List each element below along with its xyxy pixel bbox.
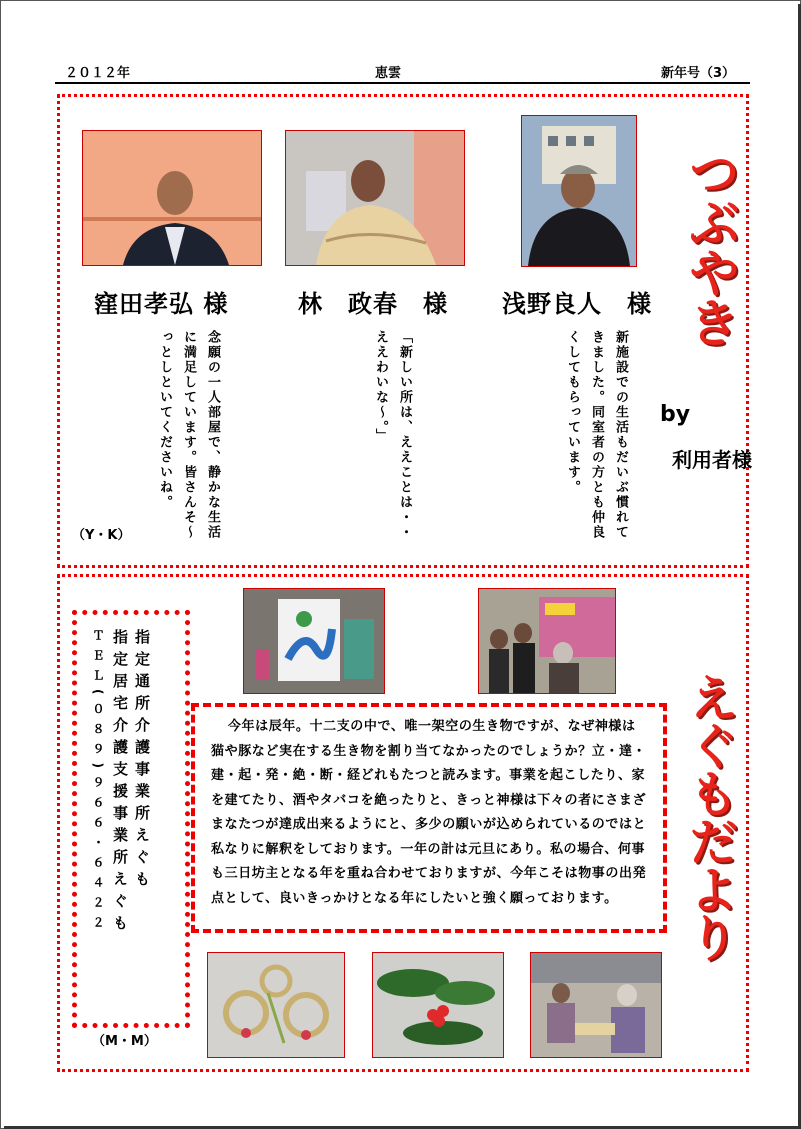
person-name-kubota: 窪田孝弘 様 <box>94 290 229 318</box>
comment-kubota: 念願の一人部屋で、静かな生活に満足しています。皆さんそ～っとしといてくださいね。 <box>157 330 220 540</box>
page-header <box>55 62 745 82</box>
header-year: ２０１２年 <box>65 66 131 81</box>
title-tsubuyaki: つぶやき <box>679 146 739 346</box>
photo-berries <box>372 952 504 1058</box>
by-label: by <box>660 402 691 427</box>
person-name-hayashi: 林 政春 様 <box>298 290 448 318</box>
office-tel: ＴＥＬ(０８９)９６６・６４２２ <box>91 629 105 936</box>
person-name-asano: 浅野良人 様 <box>502 290 652 318</box>
header-rule <box>55 82 750 84</box>
header-issue: 新年号（3） <box>660 66 735 81</box>
photo-wreaths <box>207 952 345 1058</box>
photo-dragon-art <box>243 588 385 694</box>
message-box <box>191 703 667 933</box>
office-line-1: 指定通所介護事業所えぐも <box>133 629 151 893</box>
message-text: 今年は辰年。十二支の中で、唯一架空の生き物ですが、なぜ神様は猫や豚など実在する生き物を割り当てなかったのでしょうか？立・達・建・起・発・絶・断・経どれもたつと読みます。事業を起こしたり、家を建てたり、酒やタバコを絶ったりと、きっと神様は下々の者にさまざまなたつが達成出来るようにと、多少の願いが込められているのではと私なりに解釈をしております。一年の計は元旦にあり。私の場合、何事も三日坊主となる年を重ね合わせておりますが、今年こそは物事の出発点として、良いきっかけとなる年にしたいと強く願っております。 <box>211 719 647 906</box>
header-title: 恵雲 <box>375 66 402 81</box>
office-info-box <box>72 610 190 1028</box>
title-egumo: えぐもだより <box>681 672 739 960</box>
initials-yk: （Y・K） <box>72 528 131 543</box>
photo-hayashi <box>285 130 465 266</box>
photo-asano <box>521 115 637 267</box>
initials-mm: （M・M） <box>92 1034 157 1049</box>
office-line-2: 指定居宅介護支援事業所えぐも <box>111 629 129 937</box>
photo-activity <box>530 952 662 1058</box>
photo-group <box>478 588 616 694</box>
by-user: 利用者様 <box>672 448 752 472</box>
comment-hayashi: 「新しい所は、ええことは・・ええわいな～。」 <box>373 330 412 540</box>
photo-kubota <box>82 130 262 266</box>
comment-asano: 新施設での生活もだいぶ慣れてきました。同室者の方とも仲良くしてもらっています。 <box>565 330 628 540</box>
